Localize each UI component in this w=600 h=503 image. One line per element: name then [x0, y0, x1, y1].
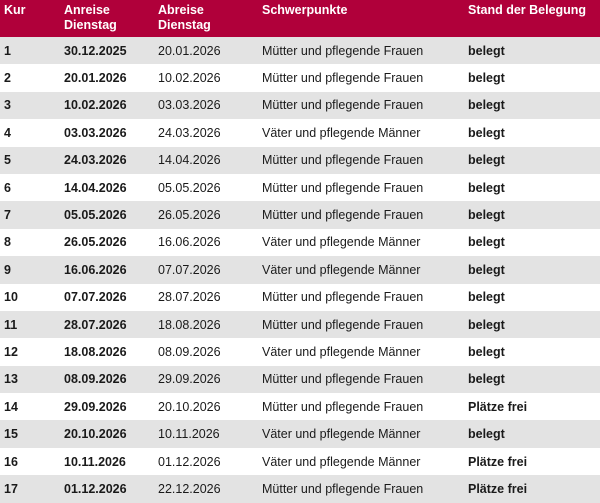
header-stand: Stand der Belegung	[468, 3, 587, 17]
kur-number: 5	[4, 153, 11, 168]
abreise-date: 29.09.2026	[158, 372, 221, 387]
table-row	[0, 147, 600, 174]
abreise-date: 24.03.2026	[158, 125, 221, 140]
schwerpunkte-cell: Mütter und pflegende Frauen	[262, 208, 424, 223]
table-row	[0, 284, 600, 311]
table-row	[0, 366, 600, 393]
schwerpunkte-cell: Väter und pflegende Männer	[262, 427, 421, 442]
anreise-date: 29.09.2026	[64, 399, 127, 414]
abreise-date: 05.05.2026	[158, 180, 221, 195]
anreise-date: 05.05.2026	[64, 208, 127, 223]
status-cell: belegt	[468, 262, 505, 277]
kur-number: 6	[4, 180, 11, 195]
table-row	[0, 64, 600, 91]
anreise-date: 07.07.2026	[64, 290, 127, 305]
anreise-date: 01.12.2026	[64, 481, 127, 496]
status-cell: Plätze frei	[468, 454, 528, 469]
status-cell: belegt	[468, 372, 505, 387]
anreise-date: 20.10.2026	[64, 427, 127, 442]
anreise-date: 10.11.2026	[64, 454, 126, 469]
kur-number: 4	[4, 125, 11, 140]
table-row	[0, 174, 600, 201]
table-header	[0, 0, 600, 37]
anreise-date: 20.01.2026	[64, 71, 127, 86]
kur-number: 10	[4, 290, 18, 305]
kur-number: 11	[4, 317, 18, 332]
status-cell: belegt	[468, 427, 505, 442]
table-row	[0, 448, 600, 475]
anreise-date: 30.12.2025	[64, 43, 127, 58]
table-row	[0, 229, 600, 256]
schwerpunkte-cell: Mütter und pflegende Frauen	[262, 481, 424, 496]
schwerpunkte-cell: Väter und pflegende Männer	[262, 344, 421, 359]
kur-number: 3	[4, 98, 11, 113]
abreise-date: 08.09.2026	[158, 344, 221, 359]
status-cell: belegt	[468, 153, 505, 168]
table-row	[0, 393, 600, 420]
schwerpunkte-cell: Mütter und pflegende Frauen	[262, 290, 424, 305]
anreise-date: 10.02.2026	[64, 98, 127, 113]
abreise-date: 26.05.2026	[158, 208, 221, 223]
abreise-date: 14.04.2026	[158, 153, 221, 168]
status-cell: belegt	[468, 43, 505, 58]
schwerpunkte-cell: Mütter und pflegende Frauen	[262, 180, 424, 195]
status-cell: belegt	[468, 208, 505, 223]
table-body	[0, 37, 600, 503]
header-anreise: Anreise Dienstag	[64, 3, 117, 32]
anreise-date: 24.03.2026	[64, 153, 127, 168]
anreise-date: 14.04.2026	[64, 180, 127, 195]
status-cell: belegt	[468, 98, 505, 113]
table-row	[0, 420, 600, 447]
schwerpunkte-cell: Mütter und pflegende Frauen	[262, 43, 424, 58]
kur-number: 16	[4, 454, 18, 469]
schwerpunkte-cell: Mütter und pflegende Frauen	[262, 317, 424, 332]
kur-number: 1	[4, 43, 11, 58]
schwerpunkte-cell: Väter und pflegende Männer	[262, 262, 421, 277]
header-abreise: Abreise Dienstag	[158, 3, 211, 32]
status-cell: belegt	[468, 317, 505, 332]
kur-number: 9	[4, 262, 11, 277]
kur-number: 14	[4, 399, 18, 414]
table-row	[0, 201, 600, 228]
schwerpunkte-cell: Mütter und pflegende Frauen	[262, 71, 424, 86]
status-cell: Plätze frei	[468, 399, 528, 414]
abreise-date: 16.06.2026	[158, 235, 221, 250]
schwerpunkte-cell: Mütter und pflegende Frauen	[262, 153, 424, 168]
abreise-date: 10.11.2026	[158, 427, 220, 442]
kur-number: 7	[4, 208, 11, 223]
schwerpunkte-cell: Mütter und pflegende Frauen	[262, 399, 424, 414]
abreise-date: 20.10.2026	[158, 399, 221, 414]
abreise-date: 28.07.2026	[158, 290, 221, 305]
kur-number: 12	[4, 344, 18, 359]
header-schwerpunkte: Schwerpunkte	[262, 3, 348, 17]
status-cell: belegt	[468, 125, 505, 140]
anreise-date: 16.06.2026	[64, 262, 127, 277]
schwerpunkte-cell: Mütter und pflegende Frauen	[262, 98, 424, 113]
table-row	[0, 119, 600, 146]
status-cell: belegt	[468, 290, 505, 305]
abreise-date: 07.07.2026	[158, 262, 221, 277]
abreise-date: 18.08.2026	[158, 317, 221, 332]
anreise-date: 28.07.2026	[64, 317, 127, 332]
table-row	[0, 37, 600, 64]
status-cell: belegt	[468, 71, 505, 86]
schwerpunkte-cell: Väter und pflegende Männer	[262, 454, 421, 469]
status-cell: belegt	[468, 180, 505, 195]
status-cell: Plätze frei	[468, 481, 528, 496]
abreise-date: 10.02.2026	[158, 71, 221, 86]
table-row	[0, 256, 600, 283]
anreise-date: 18.08.2026	[64, 344, 127, 359]
status-cell: belegt	[468, 235, 505, 250]
anreise-date: 08.09.2026	[64, 372, 127, 387]
kur-number: 15	[4, 427, 18, 442]
header-row	[0, 0, 600, 37]
table-row	[0, 338, 600, 365]
header-kur: Kur	[4, 3, 26, 17]
anreise-date: 26.05.2026	[64, 235, 127, 250]
abreise-date: 03.03.2026	[158, 98, 221, 113]
table-row	[0, 311, 600, 338]
table-row	[0, 475, 600, 502]
anreise-date: 03.03.2026	[64, 125, 127, 140]
kur-number: 17	[4, 481, 18, 496]
kur-number: 8	[4, 235, 11, 250]
abreise-date: 01.12.2026	[158, 454, 221, 469]
table-row	[0, 92, 600, 119]
schwerpunkte-cell: Väter und pflegende Männer	[262, 125, 421, 140]
abreise-date: 22.12.2026	[158, 481, 221, 496]
kur-number: 2	[4, 71, 11, 86]
schwerpunkte-cell: Väter und pflegende Männer	[262, 235, 421, 250]
status-cell: belegt	[468, 344, 505, 359]
kur-number: 13	[4, 372, 18, 387]
abreise-date: 20.01.2026	[158, 43, 221, 58]
schwerpunkte-cell: Mütter und pflegende Frauen	[262, 372, 424, 387]
